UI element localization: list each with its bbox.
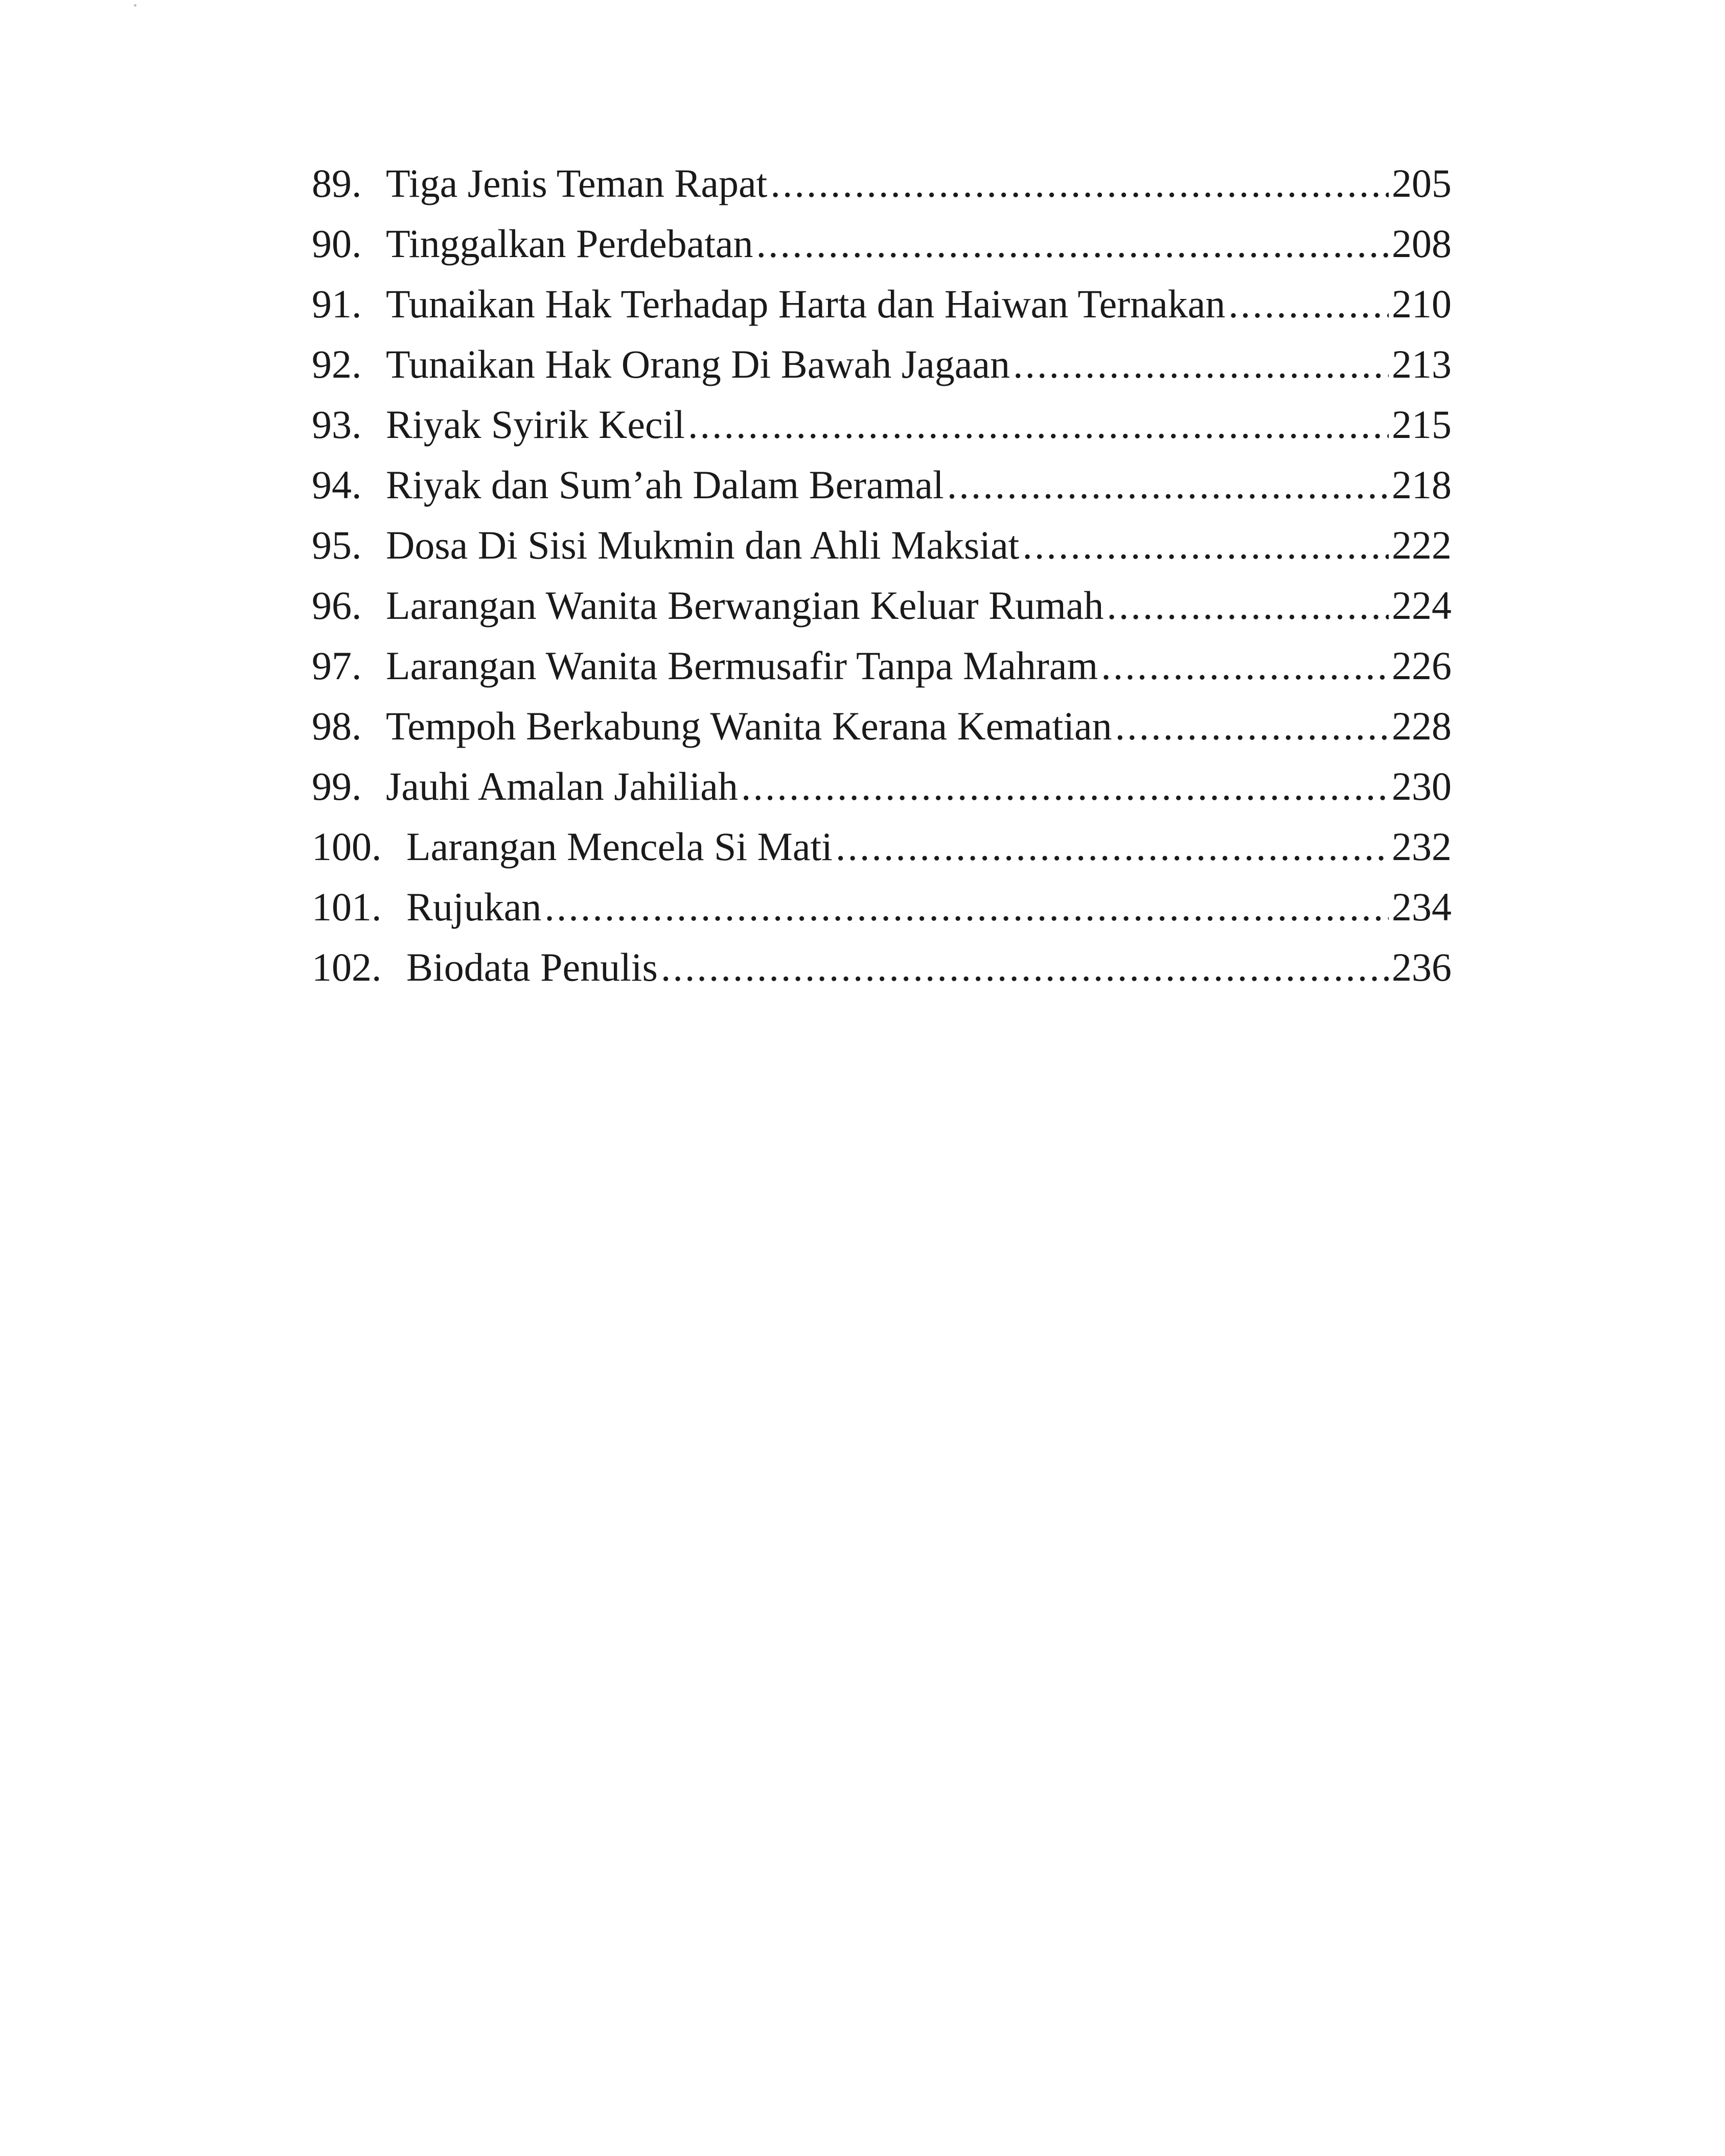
toc-entry: [312, 274, 1452, 334]
toc-entry-number: 99.: [312, 764, 362, 808]
toc-dot-leader: [947, 455, 1389, 515]
toc-dot-leader: [756, 214, 1389, 274]
toc-entry-number: 90.: [312, 221, 362, 266]
toc-entry: [312, 515, 1452, 575]
toc-entry-title: Tempoh Berkabung Wanita Kerana Kematian: [386, 704, 1112, 748]
toc-entry: [312, 575, 1452, 636]
toc-entry-number: 97.: [312, 643, 362, 688]
toc-dot-leader: [1115, 696, 1389, 756]
toc-entry-title: Dosa Di Sisi Mukmin dan Ahli Maksiat: [386, 523, 1020, 567]
toc-entry: [312, 334, 1452, 395]
toc-entry-number: 101.: [312, 885, 382, 929]
toc-entry-title: Riyak dan Sum’ah Dalam Beramal: [386, 462, 944, 507]
toc-entry-page: 228: [1392, 704, 1452, 748]
toc-entry-page: 218: [1392, 462, 1452, 507]
toc-dot-leader: [1101, 636, 1389, 696]
toc-entry-title: Larangan Wanita Berwangian Keluar Rumah: [386, 583, 1104, 628]
toc-entry-page: 215: [1392, 402, 1452, 447]
toc-entry-number: 89.: [312, 161, 362, 205]
toc-entry-number: 91.: [312, 282, 362, 326]
toc-entry-number: 92.: [312, 342, 362, 386]
toc-entry: [312, 696, 1452, 756]
toc-entry: [312, 636, 1452, 696]
toc-entry: [312, 455, 1452, 515]
toc-dot-leader: [741, 756, 1389, 817]
toc-entry-page: 213: [1392, 342, 1452, 386]
toc-entry-number: 94.: [312, 462, 362, 507]
toc-dot-leader: [1228, 274, 1389, 334]
toc-entry-title: Tiga Jenis Teman Rapat: [386, 161, 768, 205]
toc-entry-page: 208: [1392, 221, 1452, 266]
toc-entry: [312, 153, 1452, 214]
toc-entry-page: 232: [1392, 824, 1452, 869]
toc-entry-page: 230: [1392, 764, 1452, 808]
scan-artifact-dot: [134, 4, 136, 7]
toc-entry-title: Tunaikan Hak Terhadap Harta dan Haiwan Ternakan: [386, 282, 1226, 326]
toc-entry: [312, 937, 1452, 998]
toc-entry-title: Jauhi Amalan Jahiliah: [386, 764, 738, 808]
toc-dot-leader: [688, 395, 1389, 455]
toc-entry: [312, 817, 1452, 877]
toc-entry-number: 96.: [312, 583, 362, 628]
toc-entry-page: 222: [1392, 523, 1452, 567]
toc-entry-page: 226: [1392, 643, 1452, 688]
toc-dot-leader: [1022, 515, 1389, 575]
toc-entry: [312, 877, 1452, 937]
toc-entry-number: 98.: [312, 704, 362, 748]
toc-entry-title: Larangan Mencela Si Mati: [406, 824, 833, 869]
toc-entry-page: 236: [1392, 945, 1452, 989]
toc-dot-leader: [544, 877, 1389, 937]
toc-entry-page: 224: [1392, 583, 1452, 628]
toc-entry-number: 93.: [312, 402, 362, 447]
toc-entry: [312, 214, 1452, 274]
toc-entry: [312, 756, 1452, 817]
toc-dot-leader: [836, 817, 1389, 877]
toc-entry-title: Larangan Wanita Bermusafir Tanpa Mahram: [386, 643, 1098, 688]
toc-dot-leader: [1013, 334, 1389, 395]
toc-entry-title: Tunaikan Hak Orang Di Bawah Jagaan: [386, 342, 1010, 386]
toc-entry-page: 210: [1392, 282, 1452, 326]
toc-entry-title: Tinggalkan Perdebatan: [386, 221, 753, 266]
toc-dot-leader: [1107, 575, 1389, 636]
toc-entry-number: 100.: [312, 824, 382, 869]
toc-dot-leader: [661, 937, 1389, 998]
toc-entry-page: 234: [1392, 885, 1452, 929]
toc-dot-leader: [770, 153, 1389, 214]
toc-entry-title: Biodata Penulis: [406, 945, 658, 989]
toc-entry-number: 102.: [312, 945, 382, 989]
toc-entry-title: Riyak Syirik Kecil: [386, 402, 685, 447]
table-of-contents: [312, 153, 1452, 998]
toc-entry-title: Rujukan: [406, 885, 542, 929]
toc-entry: [312, 395, 1452, 455]
toc-entry-number: 95.: [312, 523, 362, 567]
toc-entry-page: 205: [1392, 161, 1452, 205]
